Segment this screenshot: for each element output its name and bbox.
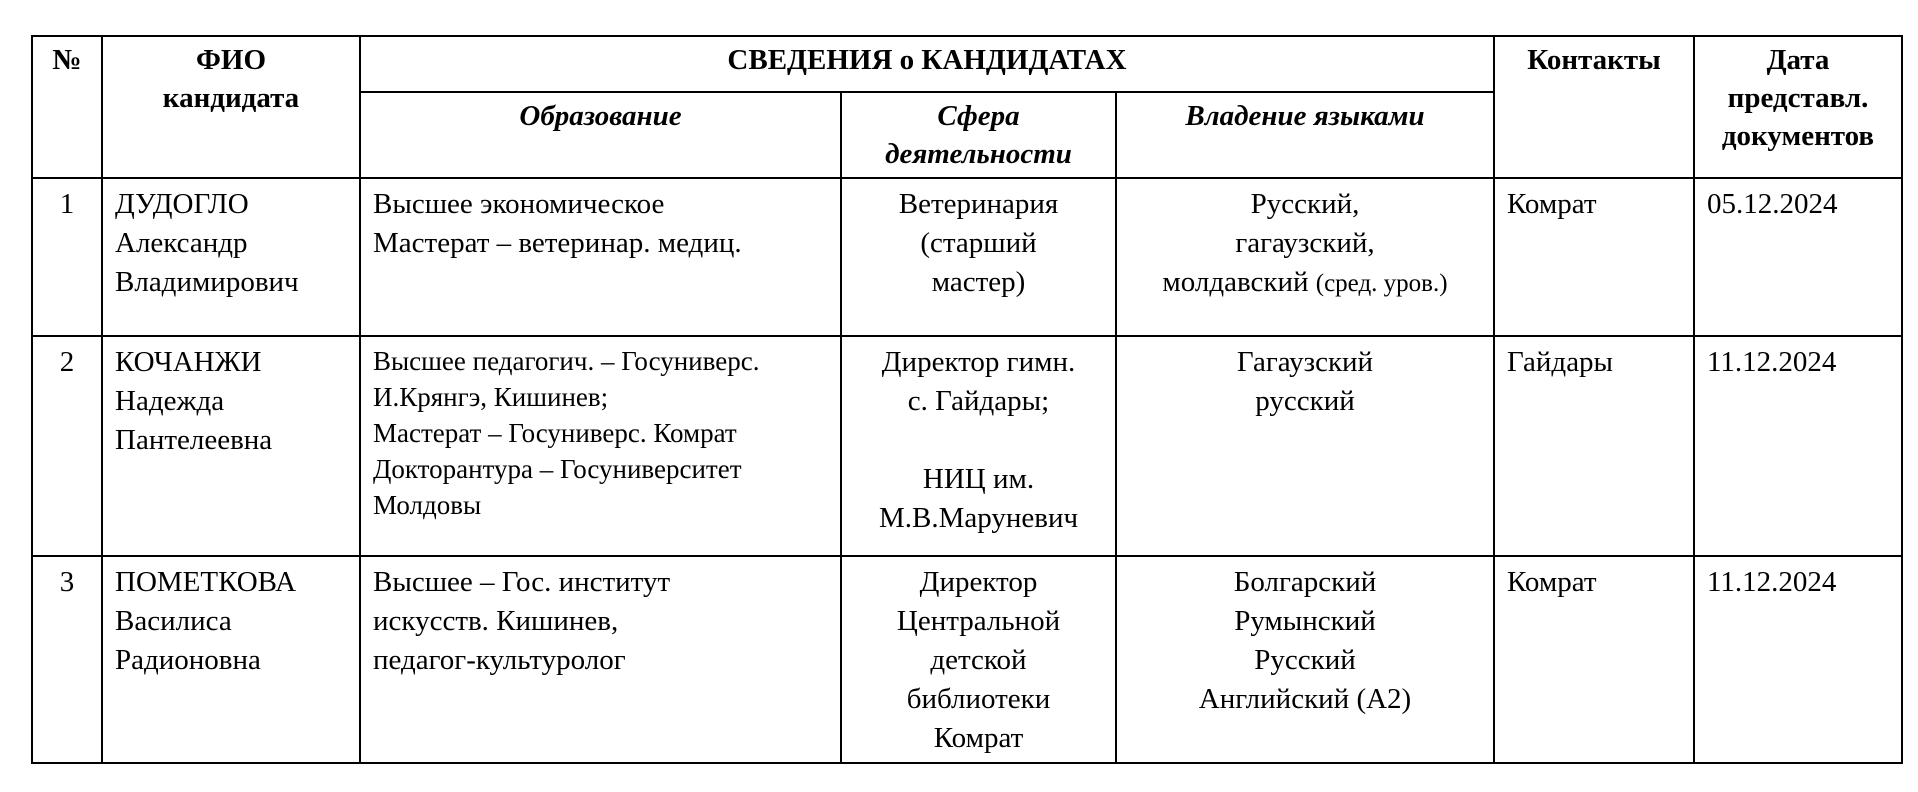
row-num: 2: [32, 336, 102, 556]
candidates-table: [31, 35, 1903, 764]
header-fio: ФИО кандидата: [102, 36, 360, 178]
table-row: [32, 178, 1902, 336]
header-contacts: Контакты: [1494, 36, 1694, 178]
row-num: 3: [32, 556, 102, 763]
header-num: №: [32, 36, 102, 178]
header-education: Образование: [360, 92, 841, 178]
header-date: Дата представл. документов: [1694, 36, 1902, 178]
contacts-cell: Комрат: [1494, 178, 1694, 336]
candidate-name: ДУДОГЛО Александр Владимирович: [102, 178, 360, 336]
languages-cell: Гагаузский русский: [1116, 336, 1494, 556]
header-info-group: СВЕДЕНИЯ о КАНДИДАТАХ: [360, 36, 1494, 92]
sphere-cell: Ветеринария (старший мастер): [841, 178, 1116, 336]
sphere-cell: Директор гимн. с. Гайдары; НИЦ им. М.В.Маруневич: [841, 336, 1116, 556]
education-cell: Высшее – Гос. институт искусств. Кишинев, педагог-культуролог: [360, 556, 841, 763]
contacts-cell: Комрат: [1494, 556, 1694, 763]
education-cell: Высшее педагогич. – Госуниверс. И.Крянгэ, Кишинев; Мастерат – Госуниверс. Комрат Докторантура – Госуниверситет Молдовы: [360, 336, 841, 556]
sphere-cell: Директор Центральной детской библиотеки Комрат: [841, 556, 1116, 763]
row-num: 1: [32, 178, 102, 336]
date-cell: 11.12.2024: [1694, 336, 1902, 556]
table-row: [32, 336, 1902, 556]
language-level-note: (сред. уров.): [1315, 270, 1448, 297]
candidate-name: КОЧАНЖИ Надежда Пантелеевна: [102, 336, 360, 556]
date-cell: 11.12.2024: [1694, 556, 1902, 763]
languages-cell: Болгарский Румынский Русский Английский (А2): [1116, 556, 1494, 763]
header-languages: Владение языками: [1116, 92, 1494, 178]
languages-cell: Русский, гагаузский, молдавский (сред. уров.): [1116, 178, 1494, 336]
education-cell: Высшее экономическое Мастерат – ветеринар. медиц.: [360, 178, 841, 336]
candidate-name: ПОМЕТКОВА Василиса Радионовна: [102, 556, 360, 763]
header-sphere: Сфера деятельности: [841, 92, 1116, 178]
date-cell: 05.12.2024: [1694, 178, 1902, 336]
contacts-cell: Гайдары: [1494, 336, 1694, 556]
table-row: [32, 556, 1902, 763]
